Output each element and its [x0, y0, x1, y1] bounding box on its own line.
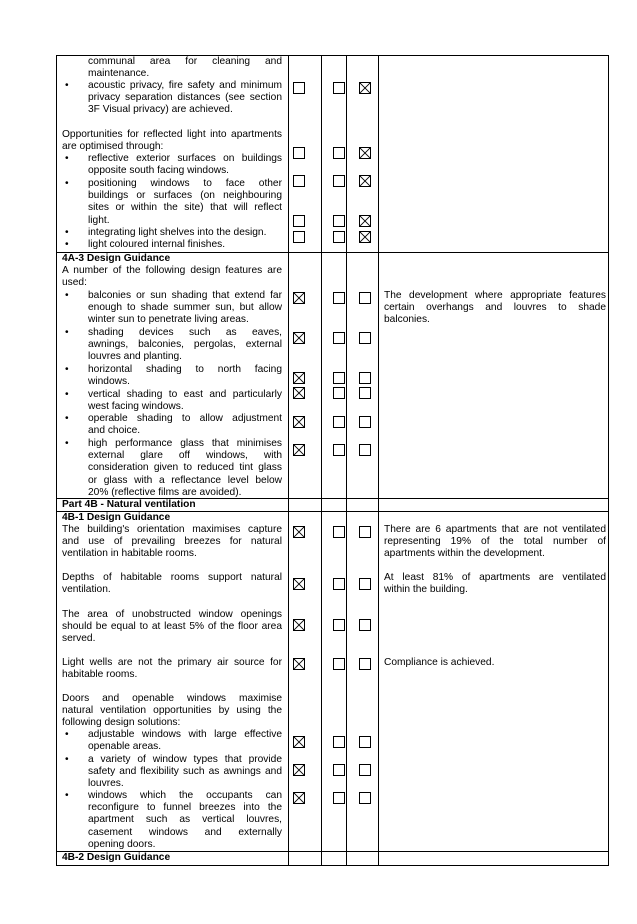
criteria-text: The building's orientation maximises capture [62, 524, 282, 535]
checked-checkbox[interactable] [293, 764, 305, 776]
column-divider [378, 56, 379, 865]
checkbox[interactable] [359, 444, 371, 456]
cross-mark-icon [360, 148, 370, 158]
checkbox[interactable] [333, 387, 345, 399]
bullet-item-text: operable shading to allow adjustment [88, 413, 282, 424]
criteria-text: maintenance. [88, 68, 150, 80]
bullet-item-text: openable areas. [88, 741, 162, 753]
bullet-item-text: integrating light shelves into the design. [88, 227, 267, 238]
bullet-item-text: casement windows and externally [88, 826, 282, 838]
bullet-item-text: apartment such as vertical louvres, [88, 814, 282, 826]
bullet-item-text: positioning windows to face other [88, 178, 282, 189]
bullet-icon: • [65, 790, 69, 801]
bullet-item-text: shading devices such as eaves, [88, 327, 282, 338]
checkbox[interactable] [359, 526, 371, 538]
criteria-text: The area of unobstructed window openings [62, 609, 282, 620]
bullet-item-text: adjustable windows with large effective [88, 729, 282, 740]
bullet-item-text: balconies or sun shading that extend far [88, 290, 282, 301]
comment-text: At least 81% of apartments are ventilated [384, 572, 606, 583]
checkbox[interactable] [333, 82, 345, 94]
bullet-icon: • [65, 754, 69, 765]
criteria-text: and use of prevailing breezes for natural [62, 536, 282, 548]
bullet-icon: • [65, 438, 69, 449]
column-divider [321, 56, 322, 865]
bullet-item-text: light coloured internal finishes. [88, 239, 226, 250]
checked-checkbox[interactable] [293, 292, 305, 304]
criteria-text: are optimised through: [62, 141, 164, 153]
comment-text: Compliance is achieved. [384, 657, 495, 668]
checkbox[interactable] [333, 292, 345, 304]
checkbox[interactable] [359, 292, 371, 304]
bullet-item-text: buildings or surfaces (on neighbouring [88, 190, 282, 202]
bullet-item-text: 3F Visual privacy) are achieved. [88, 104, 233, 116]
bullet-item-text: louvres and planting. [88, 351, 183, 363]
checked-checkbox[interactable] [293, 387, 305, 399]
criteria-text: communal area for cleaning and [88, 56, 282, 67]
bullet-item-text: windows. [88, 376, 130, 388]
bullet-item-text: and choice. [88, 425, 141, 437]
checkbox[interactable] [333, 619, 345, 631]
checked-checkbox[interactable] [293, 736, 305, 748]
checkbox[interactable] [333, 147, 345, 159]
comment-text: within the building. [384, 584, 468, 596]
cross-mark-icon [294, 659, 304, 669]
criteria-text: Light wells are not the primary air source for [62, 657, 282, 668]
bullet-item-text: high performance glass that minimises [88, 438, 282, 449]
cross-mark-icon [360, 216, 370, 226]
checkbox[interactable] [333, 231, 345, 243]
checkbox[interactable] [333, 578, 345, 590]
criteria-text: used: [62, 277, 87, 289]
bullet-icon: • [65, 364, 69, 375]
bullet-item-text: a variety of window types that provide [88, 754, 282, 765]
bullet-item-text: horizontal shading to north facing [88, 364, 282, 375]
bullet-icon: • [65, 290, 69, 301]
bullet-item-text: privacy separation distances (see section [88, 92, 282, 104]
checkbox[interactable] [359, 416, 371, 428]
criteria-text: A number of the following design features are [62, 265, 282, 276]
cross-mark-icon [294, 445, 304, 455]
cross-mark-icon [294, 527, 304, 537]
checkbox[interactable] [359, 619, 371, 631]
checkbox[interactable] [333, 792, 345, 804]
cross-mark-icon [294, 373, 304, 383]
criteria-text: natural ventilation opportunities by using the [62, 705, 282, 717]
bullet-item-text: opposite south facing windows. [88, 165, 230, 177]
checked-checkbox[interactable] [293, 332, 305, 344]
compliance-table [56, 55, 609, 866]
checked-checkbox[interactable] [293, 416, 305, 428]
bullet-icon: • [65, 239, 69, 250]
checked-checkbox[interactable] [359, 175, 371, 187]
criteria-text: Doors and openable windows maximise [62, 693, 282, 704]
checkbox[interactable] [333, 416, 345, 428]
bullet-icon: • [65, 729, 69, 740]
bullet-item-text: safety and flexibility such as awnings and [88, 766, 282, 778]
checkbox[interactable] [333, 444, 345, 456]
criteria-text: following design solutions: [62, 717, 181, 729]
criteria-text: Opportunities for reflected light into apartments [62, 129, 282, 140]
bullet-icon: • [65, 413, 69, 424]
criteria-text: should be equal to at least 5% of the floor area [62, 621, 282, 633]
bullet-item-text: or glass with a reflectance level below [88, 474, 282, 486]
comment-text: The development where appropriate features [384, 290, 606, 301]
bullet-icon: • [65, 80, 69, 91]
checkbox[interactable] [359, 332, 371, 344]
section-heading: Part 4B - Natural ventilation [62, 499, 196, 510]
comment-text: certain overhangs and louvres to shade [384, 302, 606, 314]
criteria-text: habitable rooms. [62, 669, 138, 681]
cross-mark-icon [294, 417, 304, 427]
guidance-heading: 4B-1 Design Guidance [62, 512, 171, 523]
bullet-item-text: reconfigure to funnel breezes into the [88, 802, 282, 814]
bullet-icon: • [65, 227, 69, 238]
cross-mark-icon [294, 765, 304, 775]
column-divider [346, 56, 347, 865]
checkbox[interactable] [333, 332, 345, 344]
checkbox[interactable] [333, 736, 345, 748]
checked-checkbox[interactable] [359, 231, 371, 243]
checkbox[interactable] [359, 658, 371, 670]
checkbox[interactable] [293, 215, 305, 227]
checked-checkbox[interactable] [293, 526, 305, 538]
bullet-item-text: consideration given to reduced tint glass [88, 462, 282, 474]
checkbox[interactable] [359, 792, 371, 804]
cross-mark-icon [294, 333, 304, 343]
checkbox[interactable] [359, 372, 371, 384]
cross-mark-icon [360, 232, 370, 242]
bullet-item-text: reflective exterior surfaces on buildings [88, 153, 282, 164]
bullet-item-text: light. [88, 214, 110, 226]
checkbox[interactable] [333, 658, 345, 670]
criteria-text: ventilation. [62, 584, 111, 596]
checkbox[interactable] [333, 372, 345, 384]
column-divider [288, 56, 289, 865]
checked-checkbox[interactable] [359, 147, 371, 159]
checked-checkbox[interactable] [293, 619, 305, 631]
bullet-item-text: opening doors. [88, 838, 156, 850]
checked-checkbox[interactable] [359, 215, 371, 227]
bullet-item-text: windows which the occupants can [88, 790, 282, 801]
comment-text: apartments within the development. [384, 548, 545, 560]
checkbox[interactable] [333, 215, 345, 227]
checkbox[interactable] [333, 175, 345, 187]
checkbox[interactable] [293, 147, 305, 159]
checked-checkbox[interactable] [359, 82, 371, 94]
cross-mark-icon [294, 293, 304, 303]
bullet-item-text: external glare off windows, with [88, 450, 282, 462]
bullet-icon: • [65, 389, 69, 400]
bullet-item-text: enough to shade summer sun, but allow [88, 302, 282, 314]
criteria-text: served. [62, 633, 96, 645]
bullet-icon: • [65, 327, 69, 338]
guidance-heading: 4A-3 Design Guidance [62, 253, 171, 264]
bullet-item-text: louvres. [88, 778, 124, 790]
checkbox[interactable] [359, 387, 371, 399]
checked-checkbox[interactable] [293, 444, 305, 456]
criteria-text: Depths of habitable rooms support natural [62, 572, 282, 583]
cross-mark-icon [294, 737, 304, 747]
bullet-item-text: winter sun to penetrate living areas. [88, 314, 249, 326]
bullet-item-text: west facing windows. [88, 401, 184, 413]
bullet-item-text: 20% (reflective films are avoided). [88, 486, 242, 498]
bullet-item-text: acoustic privacy, fire safety and minimum [88, 80, 282, 91]
checkbox[interactable] [293, 231, 305, 243]
cross-mark-icon [294, 388, 304, 398]
checkbox[interactable] [333, 526, 345, 538]
bullet-item-text: sites or within the site) that will reflect [88, 202, 282, 214]
checked-checkbox[interactable] [293, 578, 305, 590]
cross-mark-icon [360, 83, 370, 93]
comment-text: representing 19% of the total number of [384, 536, 606, 548]
checkbox[interactable] [359, 578, 371, 590]
checkbox[interactable] [359, 764, 371, 776]
checkbox[interactable] [293, 175, 305, 187]
comment-text: There are 6 apartments that are not ventilated [384, 524, 606, 535]
guidance-heading: 4B-2 Design Guidance [62, 852, 171, 863]
bullet-item-text: awnings, balconies, pergolas, external [88, 339, 282, 351]
criteria-text: ventilation in habitable rooms. [62, 548, 197, 560]
cross-mark-icon [294, 620, 304, 630]
checked-checkbox[interactable] [293, 372, 305, 384]
checkbox[interactable] [359, 736, 371, 748]
bullet-icon: • [65, 178, 69, 189]
cross-mark-icon [294, 579, 304, 589]
checkbox[interactable] [333, 764, 345, 776]
cross-mark-icon [294, 793, 304, 803]
bullet-item-text: vertical shading to east and particularly [88, 389, 282, 400]
bullet-icon: • [65, 153, 69, 164]
checkbox[interactable] [293, 82, 305, 94]
checked-checkbox[interactable] [293, 792, 305, 804]
checked-checkbox[interactable] [293, 658, 305, 670]
comment-text: balconies. [384, 314, 430, 326]
cross-mark-icon [360, 176, 370, 186]
